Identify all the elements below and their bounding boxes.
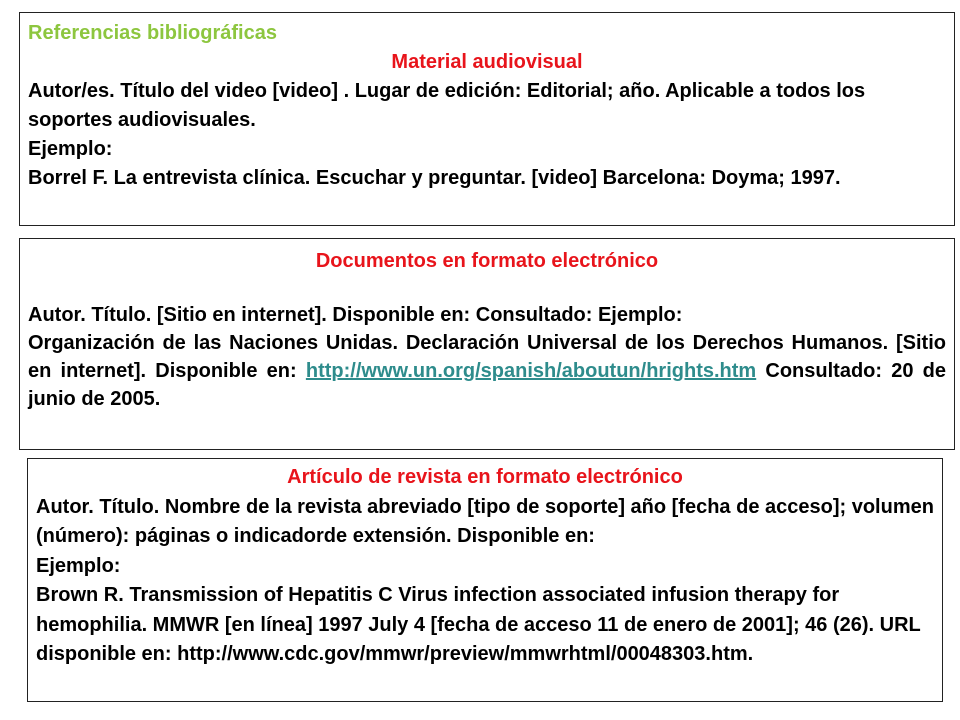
example-citation: Borrel F. La entrevista clínica. Escuchar y preguntar. [video] Barcelona: Doyma; 1997. [28,167,841,189]
format-description: Autor. Título. Nombre de la revista abreviado [tipo de soporte] año [fecha de acceso]; volumen (número): páginas o indicadorde extensión. Disponible en: [36,495,934,547]
electronic-documents-box [19,238,955,450]
section-heading: Artículo de revista en formato electrónico [287,466,683,488]
un-link[interactable]: http://www.un.org/spanish/aboutun/hrights.htm [305,360,757,382]
format-description: Autor/es. Título del video [video] . Lugar de edición: Editorial; año. Aplicable a todos los soportes audiovisuales. [28,80,866,131]
example-label: Ejemplo: [36,554,121,577]
example-text: Organización de las Naciones Unidas. Declaración Universal de los Derechos Humanos. [Sitio en internet]. Disponible en: [28,332,946,382]
example-citation [28,329,946,413]
audiovisual-reference-box [19,12,955,226]
example-label: Ejemplo: [28,138,113,160]
electronic-journal-box [27,458,943,702]
example-tail: Consultado: 20 de junio de 2005. [28,360,946,410]
section-heading: Referencias bibliográficas [28,22,277,44]
example-citation: Brown R. Transmission of Hepatitis C Virus infection associated infusion therapy for hemophilia. MMWR [en línea] 1997 July 4 [fecha de acceso 11 de enero de 2001]; 46 (26). URL disponible en: http://www.cdc.gov/mmwr/preview/mmwrhtml/00048303.htm. [36,584,921,665]
format-description: Autor. Título. [Sitio en internet]. Disponible en: Consultado: Ejemplo: [28,304,683,326]
section-heading: Documentos en formato electrónico [315,250,659,272]
section-subheading: Material audiovisual [391,51,583,73]
